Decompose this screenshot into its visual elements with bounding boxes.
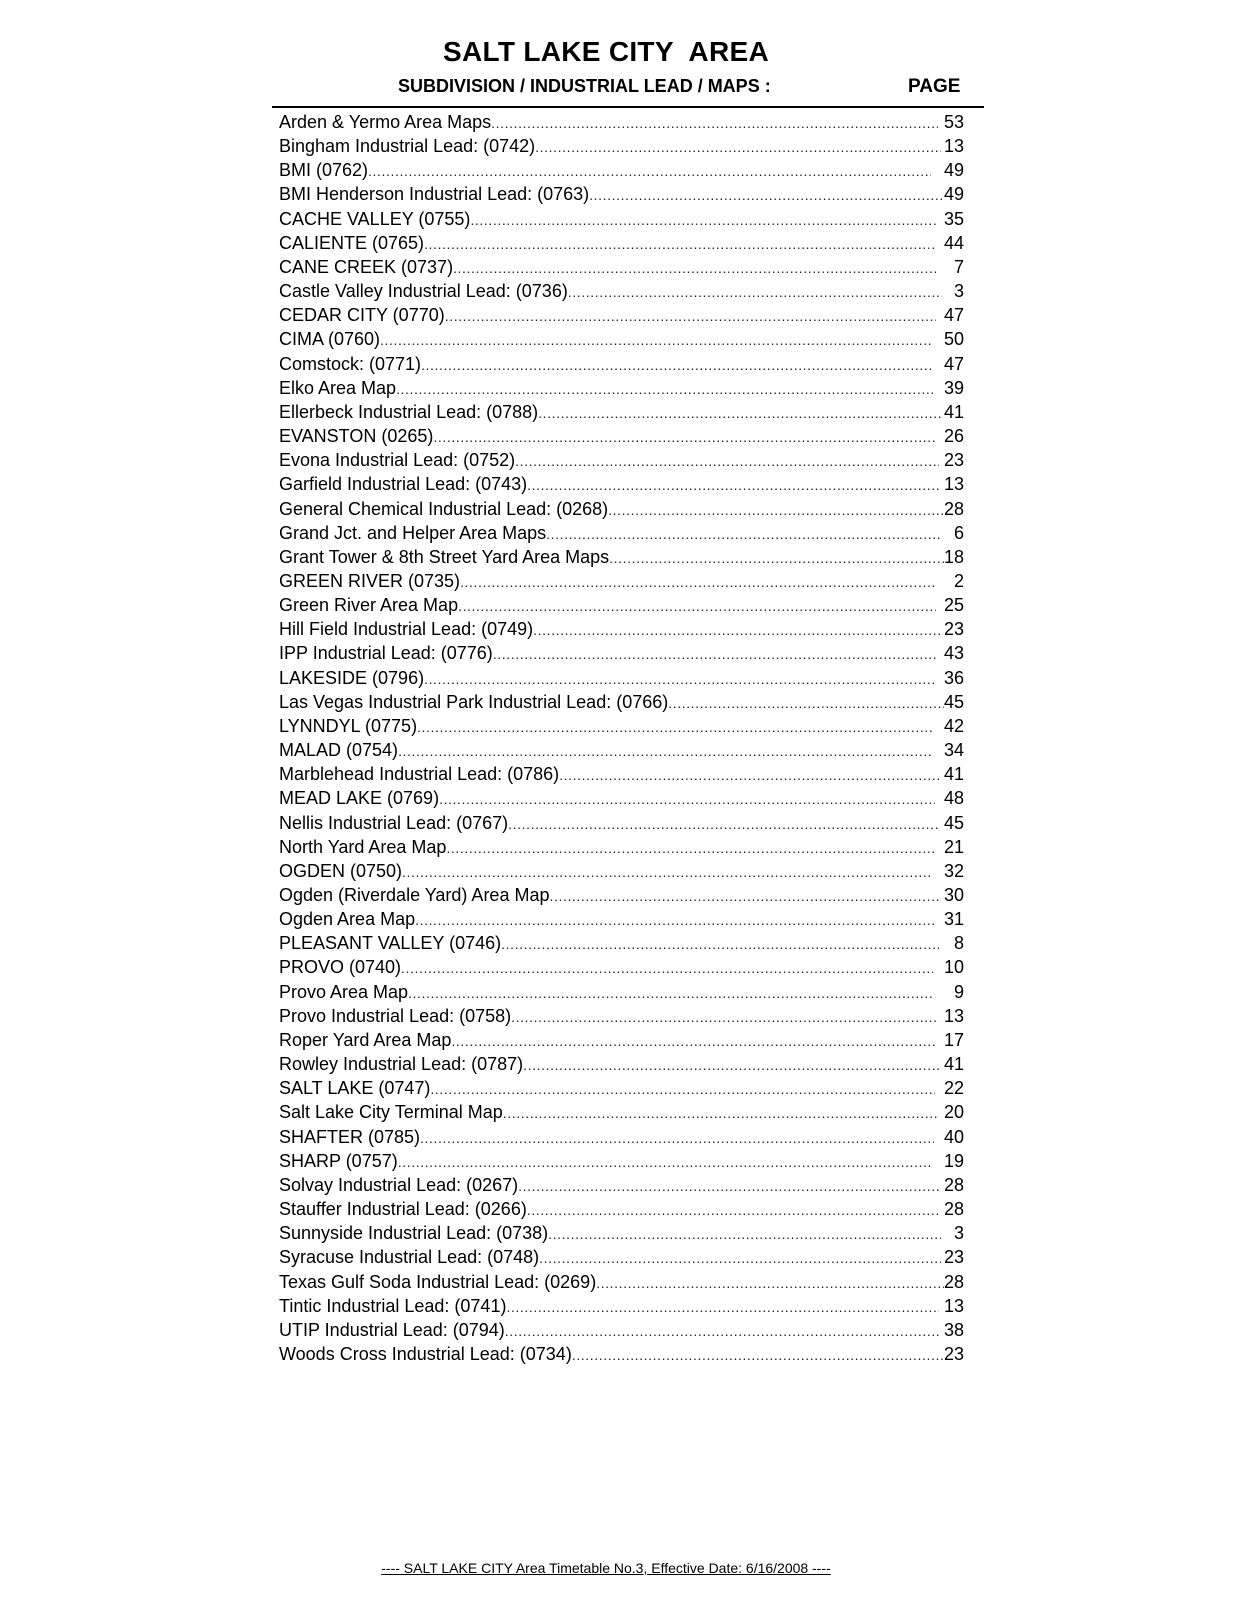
toc-entry [279, 859, 968, 883]
toc-entry-page: 13 [943, 136, 964, 157]
toc-entry-page: 48 [943, 788, 964, 809]
toc-entry [279, 907, 968, 931]
toc-entry-label: UTIP Industrial Lead: (0794) [279, 1319, 505, 1340]
toc-entry-label: LAKESIDE (0796) [279, 667, 425, 688]
toc-entry-label: CIMA (0760) [279, 329, 381, 350]
toc-entry-page: 28 [943, 1174, 964, 1195]
toc-entry-page: 23 [943, 450, 964, 471]
footer-note: ---- SALT LAKE CITY Area Timetable No.3, Effective Date: 6/16/2008 ---- [381, 1560, 831, 1576]
toc-entry-label: CALIENTE (0765) [279, 232, 425, 253]
dot-leader [518, 1174, 939, 1198]
toc-entry-label: Sunnyside Industrial Lead: (0738) [279, 1223, 549, 1244]
toc-entry-label: PLEASANT VALLEY (0746) [279, 933, 502, 954]
toc-entry-page: 49 [943, 160, 964, 181]
toc-entry-page: 41 [943, 401, 964, 422]
dot-leader [527, 1198, 940, 1222]
toc-entry-label: Texas Gulf Soda Industrial Lead: (0269) [279, 1271, 597, 1292]
toc-entry [279, 134, 968, 158]
dot-leader [433, 425, 935, 449]
toc-entry-label: MALAD (0754) [279, 740, 399, 761]
toc-entry-page: 17 [943, 1029, 964, 1050]
toc-entry [279, 521, 968, 545]
toc-entry [279, 1028, 968, 1052]
toc-entry-label: CANE CREEK (0737) [279, 256, 454, 277]
section-subtitle: SUBDIVISION / INDUSTRIAL LEAD / MAPS : [398, 76, 771, 96]
toc-entry [279, 955, 968, 979]
page-column-heading: PAGE [908, 76, 961, 97]
toc-entry-page: 28 [943, 498, 964, 519]
toc-entry-label: IPP Industrial Lead: (0776) [279, 643, 493, 664]
dot-leader [568, 280, 942, 304]
dot-leader [546, 522, 941, 546]
dot-leader [589, 183, 943, 207]
toc-entry-page: 21 [943, 836, 964, 857]
toc-entry-label: MEAD LAKE (0769) [279, 788, 440, 809]
toc-entry-label: GREEN RIVER (0735) [279, 570, 461, 591]
toc-entry-label: CACHE VALLEY (0755) [279, 208, 471, 229]
toc-entry-page: 7 [953, 256, 964, 277]
dot-leader [549, 884, 941, 908]
toc-entry-label: EVANSTON (0265) [279, 426, 434, 447]
toc-entry [279, 883, 968, 907]
dot-leader [458, 594, 936, 618]
toc-entry-label: Marblehead Industrial Lead: (0786) [279, 764, 560, 785]
toc-entry [279, 593, 968, 617]
toc-entry-page: 26 [943, 426, 964, 447]
toc-entry-page: 25 [943, 595, 964, 616]
toc-entry [279, 786, 968, 810]
toc-entry-page: 39 [943, 377, 964, 398]
toc-entry-label: PROVO (0740) [279, 957, 402, 978]
toc-entry [279, 376, 968, 400]
toc-entry-page: 34 [943, 740, 964, 761]
toc-entry-label: Ogden Area Map [279, 909, 416, 930]
toc-entry [279, 835, 968, 859]
toc-entry-label: SHARP (0757) [279, 1150, 398, 1171]
dot-leader [415, 908, 934, 932]
toc-entry-page: 40 [943, 1126, 964, 1147]
toc-entry-label: Salt Lake City Terminal Map [279, 1102, 503, 1123]
toc-entry-page: 23 [943, 619, 964, 640]
toc-entry-label: Arden & Yermo Area Maps [279, 112, 492, 132]
toc-entry-page: 6 [953, 522, 964, 543]
dot-leader [445, 304, 936, 328]
toc-entry-page: 22 [943, 1078, 964, 1099]
dot-leader [596, 1271, 944, 1295]
toc-entry-label: Roper Yard Area Map [279, 1029, 452, 1050]
dot-leader [368, 159, 931, 183]
dot-leader [417, 715, 934, 739]
dot-leader [453, 256, 936, 280]
toc-entry-label: Provo Industrial Lead: (0758) [279, 1005, 512, 1026]
toc-entry [279, 1100, 968, 1124]
toc-entry-page: 31 [943, 909, 964, 930]
toc-entry [279, 762, 968, 786]
toc-entry-label: North Yard Area Map [279, 836, 447, 857]
toc-entry-label: CEDAR CITY (0770) [279, 305, 445, 326]
dot-leader [430, 1077, 934, 1101]
toc-entry [279, 1318, 968, 1342]
toc-entry [279, 1294, 968, 1318]
toc-entry-label: BMI Henderson Industrial Lead: (0763) [279, 184, 590, 205]
dot-leader [380, 328, 932, 352]
toc-entry [279, 231, 968, 255]
toc-entry [279, 472, 968, 496]
toc-entry [279, 811, 968, 835]
toc-entry [279, 303, 968, 327]
dot-leader [503, 1101, 939, 1125]
toc-entry-page: 3 [953, 1223, 964, 1244]
dot-leader [608, 498, 944, 522]
toc-entry-label: Ellerbeck Industrial Lead: (0788) [279, 401, 539, 422]
toc-entry-label: Garfield Industrial Lead: (0743) [279, 474, 528, 495]
toc-entry-page: 42 [943, 715, 964, 736]
toc-entry-label: SALT LAKE (0747) [279, 1078, 431, 1099]
toc-entry-label: Las Vegas Industrial Park Industrial Lead: (0766) [279, 691, 669, 712]
toc-entry-label: BMI (0762) [279, 160, 369, 181]
toc-entry-page: 28 [943, 1199, 964, 1220]
toc-entry-page: 18 [943, 546, 964, 567]
toc-entry [279, 352, 968, 376]
toc-entry-page: 20 [943, 1102, 964, 1123]
dot-leader [421, 353, 934, 377]
toc-entry-label: Stauffer Industrial Lead: (0266) [279, 1199, 527, 1220]
toc-entry [279, 255, 968, 279]
toc-entry-label: General Chemical Industrial Lead: (0268) [279, 498, 609, 519]
toc-entry [279, 617, 968, 641]
toc-entry [279, 666, 968, 690]
toc-entry [279, 980, 968, 1004]
toc-entry-page: 23 [943, 1343, 964, 1364]
toc-entry-label: Elko Area Map [279, 377, 397, 398]
toc-entry-page: 13 [943, 474, 964, 495]
toc-entry-page: 53 [943, 112, 964, 132]
toc-entry [279, 690, 968, 714]
dot-leader [424, 232, 934, 256]
dot-leader [470, 208, 937, 232]
toc-entry-page: 47 [943, 305, 964, 326]
toc-entry-label: Grand Jct. and Helper Area Maps [279, 522, 547, 543]
toc-entry-label: SHAFTER (0785) [279, 1126, 421, 1147]
toc-entry-page: 8 [953, 933, 964, 954]
dot-leader [538, 401, 941, 425]
dot-leader [609, 546, 944, 570]
toc-entry-page: 9 [953, 981, 964, 1002]
toc-entry-page: 41 [943, 1054, 964, 1075]
dot-leader [402, 860, 933, 884]
toc-entry [279, 1197, 968, 1221]
toc-entry-label: Bingham Industrial Lead: (0742) [279, 136, 536, 157]
toc-entry [279, 641, 968, 665]
dot-leader [506, 1295, 939, 1319]
toc-entry-label: Nellis Industrial Lead: (0767) [279, 812, 509, 833]
toc-entry [279, 545, 968, 569]
toc-entry [279, 1149, 968, 1173]
toc-entry [279, 931, 968, 955]
toc-entry-page: 10 [943, 957, 964, 978]
toc-entry-label: Evona Industrial Lead: (0752) [279, 450, 516, 471]
toc-entry [279, 1221, 968, 1245]
toc-entry-page: 2 [953, 570, 964, 591]
header-divider [272, 106, 984, 108]
toc-entry-label: Rowley Industrial Lead: (0787) [279, 1054, 524, 1075]
dot-leader [535, 135, 940, 159]
toc-entry-label: Ogden (Riverdale Yard) Area Map [279, 885, 550, 905]
toc-entry [279, 207, 968, 231]
toc-entry-label: Solvay Industrial Lead: (0267) [279, 1174, 519, 1195]
toc-entry [279, 110, 968, 134]
table-of-contents [279, 110, 968, 1366]
toc-entry-page: 49 [943, 184, 964, 205]
toc-entry-page: 13 [943, 1295, 964, 1316]
toc-entry-page: 47 [943, 353, 964, 374]
toc-entry [279, 158, 968, 182]
toc-entry-label: Castle Valley Industrial Lead: (0736) [279, 281, 568, 302]
toc-entry [279, 1342, 968, 1366]
toc-entry-page: 13 [943, 1005, 964, 1026]
toc-entry-label: Tintic Industrial Lead: (0741) [279, 1295, 507, 1316]
toc-entry [279, 400, 968, 424]
toc-entry [279, 1052, 968, 1076]
dot-leader [508, 812, 939, 836]
toc-entry [279, 1173, 968, 1197]
dot-leader [511, 1005, 939, 1029]
toc-entry [279, 569, 968, 593]
toc-entry-page: 45 [943, 691, 964, 712]
toc-entry-page: 30 [943, 885, 964, 905]
toc-entry-label: Comstock: (0771) [279, 353, 422, 374]
dot-leader [446, 836, 935, 860]
toc-entry-page: 36 [943, 667, 964, 688]
dot-leader [460, 570, 936, 594]
toc-entry-page: 19 [943, 1150, 964, 1171]
toc-entry-label: Green River Area Map [279, 595, 459, 616]
dot-leader [398, 739, 933, 763]
toc-entry-page: 35 [943, 208, 964, 229]
dot-leader [539, 1246, 941, 1270]
toc-entry-label: Syracuse Industrial Lead: (0748) [279, 1247, 540, 1268]
toc-entry-label: Hill Field Industrial Lead: (0749) [279, 619, 534, 640]
toc-entry [279, 1004, 968, 1028]
toc-entry [279, 738, 968, 762]
dot-leader [398, 1150, 933, 1174]
toc-entry-page: 43 [943, 643, 964, 664]
dot-leader [572, 1343, 943, 1367]
dot-leader [523, 1053, 940, 1077]
dot-leader [515, 449, 939, 473]
toc-entry-label: LYNNDYL (0775) [279, 715, 418, 736]
toc-entry-page: 28 [943, 1271, 964, 1292]
dot-leader [548, 1222, 941, 1246]
dot-leader [491, 111, 938, 135]
toc-entry-page: 50 [943, 329, 964, 350]
dot-leader [420, 1126, 934, 1150]
dot-leader [559, 763, 942, 787]
toc-entry [279, 1245, 968, 1269]
dot-leader [401, 956, 933, 980]
toc-entry [279, 424, 968, 448]
dot-leader [439, 787, 935, 811]
toc-entry-page: 41 [943, 764, 964, 785]
toc-entry [279, 1125, 968, 1149]
document-title: SALT LAKE CITY AREA [443, 36, 769, 67]
toc-entry-page: 44 [943, 232, 964, 253]
toc-entry-page: 3 [953, 281, 964, 302]
toc-entry [279, 497, 968, 521]
dot-leader [408, 981, 933, 1005]
dot-leader [396, 377, 933, 401]
dot-leader [493, 642, 938, 666]
toc-entry-label: Provo Area Map [279, 981, 409, 1002]
toc-entry [279, 279, 968, 303]
toc-entry-page: 45 [943, 812, 964, 833]
dot-leader [505, 1319, 939, 1343]
dot-leader [501, 932, 939, 956]
toc-entry-label: Grant Tower & 8th Street Yard Area Maps [279, 546, 610, 567]
toc-entry-label: OGDEN (0750) [279, 860, 403, 881]
dot-leader [424, 667, 934, 691]
dot-leader [451, 1029, 936, 1053]
dot-leader [533, 618, 940, 642]
toc-entry-page: 32 [943, 860, 964, 881]
dot-leader [668, 691, 944, 715]
toc-entry [279, 714, 968, 738]
toc-entry [279, 327, 968, 351]
toc-entry-page: 23 [943, 1247, 964, 1268]
toc-entry [279, 448, 968, 472]
toc-entry [279, 1076, 968, 1100]
toc-entry [279, 182, 968, 206]
toc-entry-label: Woods Cross Industrial Lead: (0734) [279, 1343, 572, 1364]
toc-entry-page: 38 [943, 1319, 964, 1340]
toc-entry [279, 1270, 968, 1294]
dot-leader [527, 473, 940, 497]
